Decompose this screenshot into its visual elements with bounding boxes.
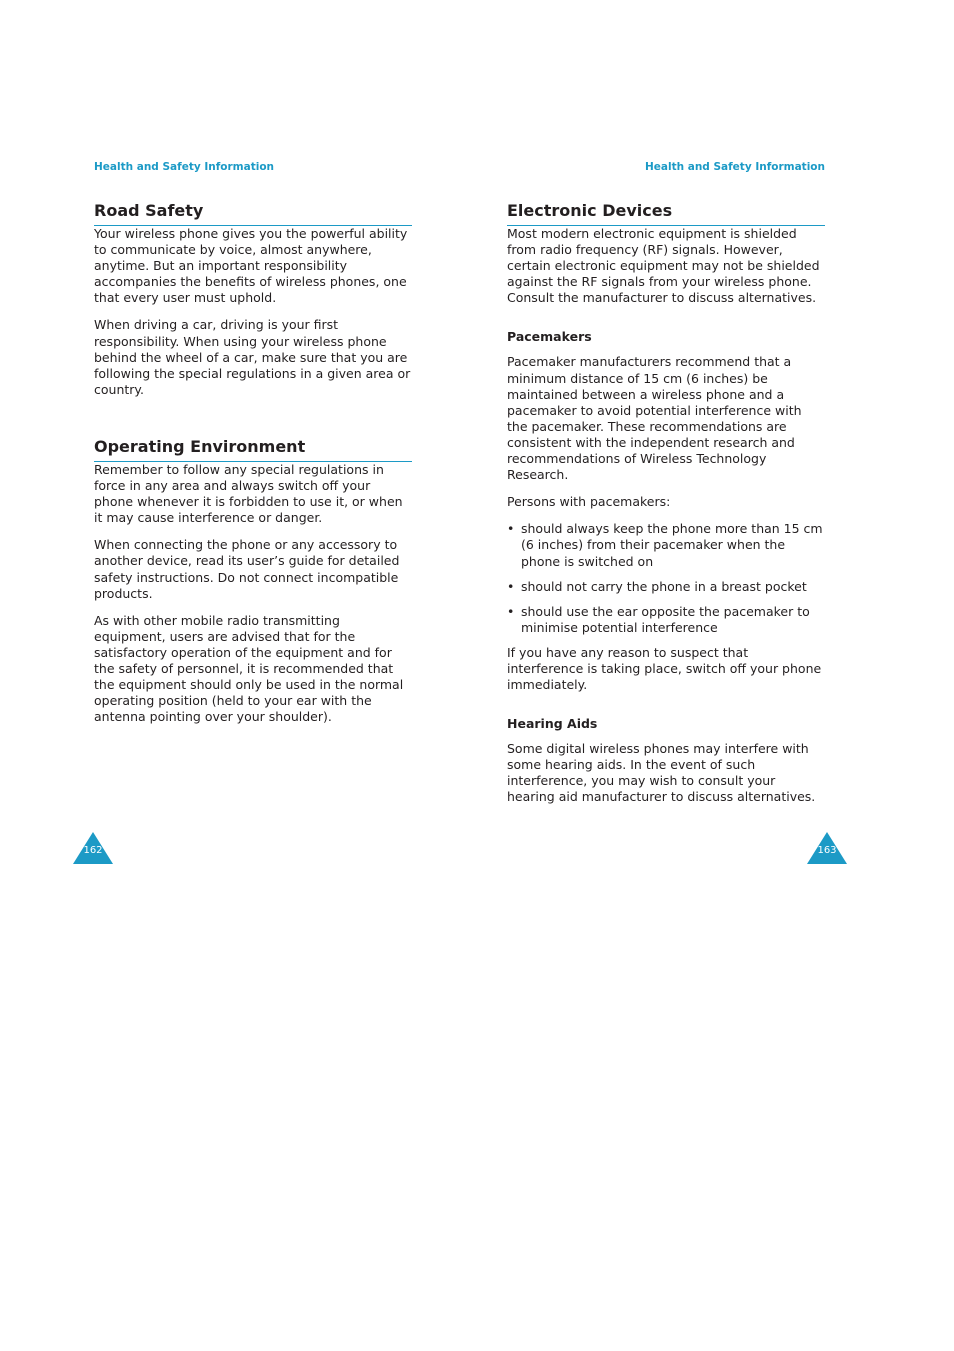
section-electronic-devices	[507, 200, 825, 306]
running-header-right: Health and Safety Information	[644, 161, 825, 173]
section-operating-environment	[94, 436, 412, 725]
paragraph: As with other mobile radio transmitting equipment, users are advised that for the satisfactory operation of the equipment and for the safety of personnel, it is recommended that the equipment should only be used in the normal operating position (held to your ear with the antenna pointing over your shoulder).	[94, 612, 404, 725]
list-item	[507, 579, 825, 595]
right-column	[507, 200, 825, 817]
page-number-marker-left	[73, 832, 113, 864]
paragraph: Some digital wireless phones may interfere with some hearing aids. In the event of such interference, you may wish to consult your hearing aid manufacturer to discuss alternatives.	[507, 741, 816, 805]
subsection-title-pacemakers: Pacemakers	[507, 329, 592, 345]
section-road-safety	[94, 200, 412, 398]
left-column	[94, 200, 412, 736]
section-title-operating-environment: Operating Environment	[94, 436, 412, 462]
page-number-right: 163	[817, 845, 837, 856]
list-item-text: should not carry the phone in a breast pocket	[521, 578, 807, 594]
list-item	[507, 521, 825, 569]
paragraph: If you have any reason to suspect that interference is taking place, switch off your phone immediately.	[507, 644, 822, 693]
bullet-icon: •	[507, 578, 515, 594]
section-spacer	[94, 409, 412, 436]
paragraph: When driving a car, driving is your first responsibility. When using your wireless phone behind the wheel of a car, make sure that you are following the special regulations in a given area or country.	[94, 317, 411, 397]
paragraph: Pacemaker manufacturers recommend that a minimum distance of 15 cm (6 inches) be maintained between a wireless phone and a pacemaker to avoid potential interference with the pacemaker. These recommendations are consistent with the independent research and recommendations of Wireless Technology Research.	[507, 354, 802, 483]
paragraph: Persons with pacemakers:	[507, 494, 671, 510]
page-number-left: 162	[83, 845, 103, 856]
section-hearing-aids	[507, 716, 825, 805]
running-header-left: Health and Safety Information	[94, 161, 275, 173]
list-item	[507, 604, 825, 636]
paragraph: Remember to follow any special regulations in force in any area and always switch off your phone whenever it is forbidden to use it, or when it may cause interference or danger.	[94, 461, 403, 526]
section-title-road-safety: Road Safety	[94, 200, 412, 226]
bullet-icon: •	[507, 521, 515, 537]
list-item-text: should use the ear opposite the pacemaker to minimise potential interference	[521, 603, 810, 635]
section-pacemakers	[507, 329, 825, 693]
paragraph: Your wireless phone gives you the powerful ability to communicate by voice, almost anywhere, anytime. But an important responsibility accompanies the benefits of wireless phones, one that every user must uphold.	[94, 226, 408, 306]
section-title-electronic-devices: Electronic Devices	[507, 200, 825, 226]
list-item-text: should always keep the phone more than 15 cm (6 inches) from their pacemaker when the phone is switched on	[521, 521, 823, 569]
page-number-marker-right	[807, 832, 847, 864]
pacemaker-bullet-list	[507, 521, 825, 636]
paragraph: When connecting the phone or any accessory to another device, read its user’s guide for detailed safety instructions. Do not connect incompatible products.	[94, 537, 400, 601]
paragraph: Most modern electronic equipment is shielded from radio frequency (RF) signals. However, certain electronic equipment may not be shielded against the RF signals from your wireless phone. Consult the manufacturer to discuss alternatives.	[507, 226, 820, 306]
bullet-icon: •	[507, 603, 515, 619]
subsection-title-hearing-aids: Hearing Aids	[507, 716, 598, 732]
